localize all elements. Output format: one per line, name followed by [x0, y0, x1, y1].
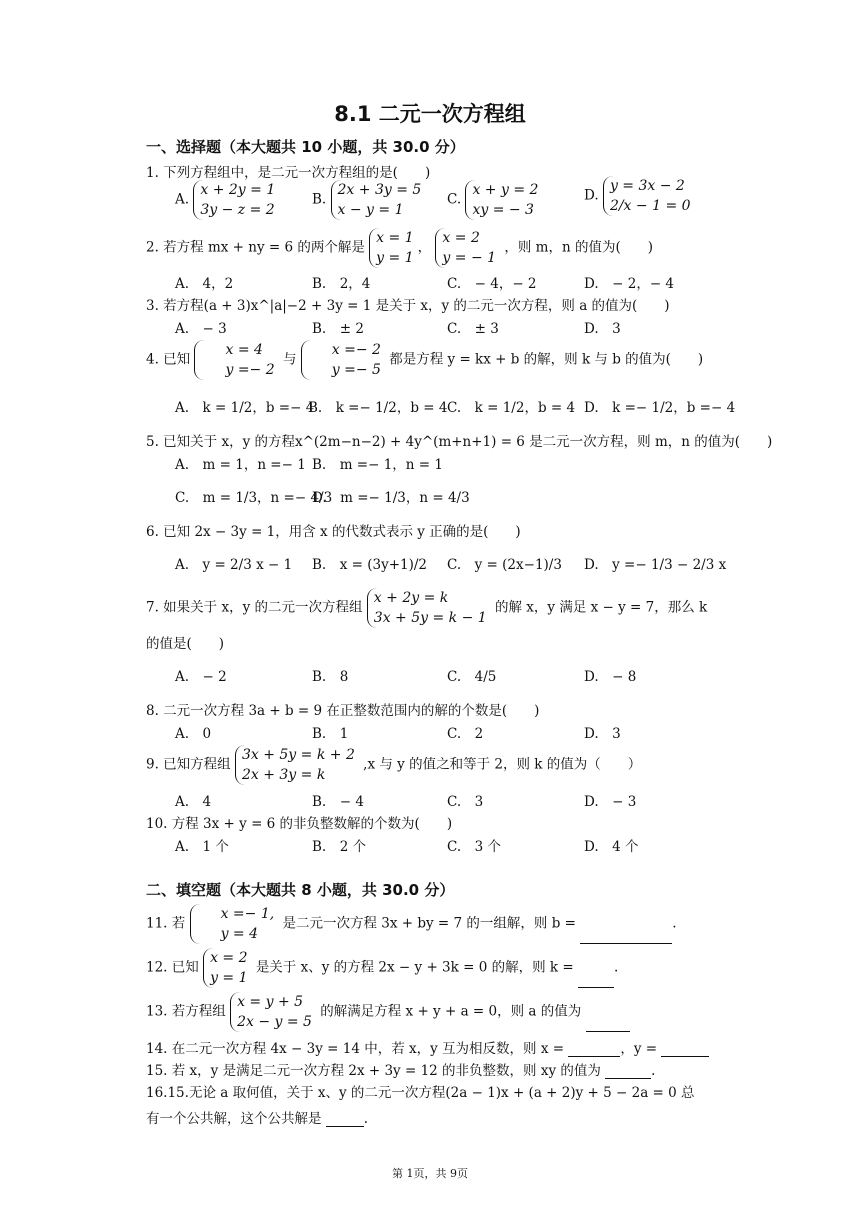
stem-text: 9. 已知方程组: [146, 756, 231, 773]
stem-text: 14. 在二元一次方程 4x − 3y = 14 中，若 x，y 互为相反数，则 x =: [146, 1041, 565, 1057]
equation-system: [603, 176, 695, 216]
stem-tail: ,x 与 y 的值之和等于 2，则 k 的值为（ ）: [363, 756, 642, 773]
equation: 2x − y = 5: [237, 1014, 312, 1030]
equation: 3y − z = 2: [200, 202, 275, 218]
equation-system: [235, 745, 359, 785]
question-2-option-b: B. 2，4: [312, 276, 371, 292]
equation: x = y + 5: [237, 994, 304, 1010]
question-5-option-c: C. m = 1/3，n =− 4/3: [175, 490, 333, 506]
question-12-stem: [146, 948, 618, 988]
equation: x + 2y = k: [373, 590, 449, 606]
question-2-option-a: A. 4，2: [175, 276, 234, 292]
solution-system: [203, 948, 251, 988]
question-10-option-a: A. 1 个: [175, 839, 229, 855]
question-7-option-b: B. 8: [312, 669, 349, 685]
question-5-option-d: D. m =− 1/3，n = 4/3: [312, 490, 470, 506]
answer-blank[interactable]: [580, 943, 672, 944]
stem-mid: ，y =: [620, 1041, 658, 1057]
question-9-option-c: C. 3: [447, 794, 484, 810]
question-4-option-b: B. k =− 1/2，b = 4: [308, 400, 448, 416]
question-3-option-d: D. 3: [584, 321, 621, 337]
question-7-option-d: D. − 8: [584, 669, 637, 685]
question-15-stem: [146, 1059, 655, 1079]
stem-text: 4. 已知: [146, 351, 191, 368]
equation: y =− 2: [225, 362, 275, 378]
solution-system-2: [301, 340, 385, 380]
question-10-stem: 10. 方程 3x + y = 6 的非负整数解的个数为( ): [146, 816, 453, 832]
equation: x + y = 2: [472, 182, 539, 198]
equation: x = 2: [442, 230, 480, 246]
question-4-option-a: A. k = 1/2，b =− 4: [175, 400, 315, 416]
question-9-option-b: B. − 4: [312, 794, 364, 810]
equation: x =− 1,: [220, 906, 275, 922]
stem-mid: 与: [282, 351, 297, 368]
question-1-option-c: [447, 180, 542, 220]
question-1-stem: 1. 下列方程组中，是二元一次方程组的是( ): [146, 165, 431, 181]
question-5-option-a: A. m = 1，n =− 1: [175, 457, 306, 473]
question-7-stem: [146, 588, 707, 628]
equation: x + 2y = 1: [200, 182, 276, 198]
question-7-option-c: C. 4/5: [447, 669, 497, 685]
question-6-stem: 6. 已知 2x − 3y = 1，用含 x 的代数式表示 y 正确的是( ): [146, 524, 521, 540]
equation: x = 2: [210, 950, 248, 966]
question-11-stem: [146, 904, 677, 944]
equation: x = 1: [376, 230, 414, 246]
option-label: A.: [175, 191, 190, 208]
equation-system: [465, 180, 542, 220]
stem-end: .: [613, 959, 619, 976]
solution-system: [190, 904, 279, 944]
equation: y = 1: [210, 970, 248, 986]
question-16-stem: 16.15.无论 a 取何值，关于 x、y 的二元一次方程(2a − 1)x + (a + 2)y + 5 − 2a = 0 总: [146, 1085, 695, 1101]
question-4-stem: [146, 340, 703, 380]
equation-system: [367, 588, 491, 628]
solution-system-1: [194, 340, 278, 380]
question-10-option-c: C. 3 个: [447, 839, 502, 855]
equation: 3x + 5y = k + 2: [241, 747, 355, 763]
stem-text: 7. 如果关于 x，y 的二元一次方程组: [146, 599, 363, 616]
solution-system-2: [435, 228, 500, 268]
question-4-option-d: D. k =− 1/2，b =− 4: [584, 400, 736, 416]
equation: xy = − 3: [472, 202, 534, 218]
question-10-option-b: B. 2 个: [312, 839, 367, 855]
page-title: 8.1 二元一次方程组: [334, 102, 526, 126]
section-heading-fill: 二、填空题（本大题共 8 小题，共 30.0 分）: [146, 881, 455, 899]
question-8-stem: 8. 二元一次方程 3a + b = 9 在正整数范围内的解的个数是( ): [146, 703, 540, 719]
stem-tail: 是二元一次方程 3x + by = 7 的一组解，则 b =: [282, 915, 576, 932]
answer-blank[interactable]: [586, 1031, 630, 1032]
question-1-option-a: [175, 180, 279, 220]
stem-tail: 是关于 x、y 的方程 2x − y + 3k = 0 的解，则 k =: [255, 959, 574, 976]
stem-tail: 的解 x，y 满足 x − y = 7，那么 k: [495, 599, 708, 616]
equation-system: [193, 180, 279, 220]
question-3-stem: 3. 若方程(a + 3)x^|a|−2 + 3y = 1 是关于 x，y 的二元一次方程，则 a 的值为( ): [146, 298, 670, 314]
solution-system-1: [369, 228, 417, 268]
stem-text: 15. 若 x，y 是满足二元一次方程 2x + 3y = 12 的非负整数，则 xy 的值为: [146, 1063, 601, 1079]
question-4-option-c: C. k = 1/2，b = 4: [447, 400, 576, 416]
equation-system: [230, 992, 316, 1032]
stem-end: .: [651, 1063, 656, 1079]
section-heading-choice: 一、选择题（本大题共 10 小题，共 30.0 分）: [146, 138, 465, 156]
question-7-option-a: A. − 2: [175, 669, 227, 685]
equation: 2/x − 1 = 0: [609, 198, 691, 214]
stem-end: .: [672, 915, 677, 932]
stem-text: 12. 已知: [146, 959, 199, 976]
question-13-stem: [146, 992, 630, 1032]
question-14-stem: [146, 1037, 709, 1057]
equation: x = 4: [225, 342, 263, 358]
question-6-option-c: C. y = (2x−1)/3: [447, 557, 562, 573]
answer-blank[interactable]: [605, 1078, 651, 1079]
equation: x =− 2: [331, 342, 381, 358]
stem-text: 11. 若: [146, 915, 186, 932]
stem-text: 2. 若方程 mx + ny = 6 的两个解是: [146, 239, 365, 256]
question-7-stem-line2: 的值是( ): [146, 636, 225, 652]
equation: 2x + 3y = k: [241, 767, 326, 783]
page-footer: 第 1页，共 9页: [392, 1167, 468, 1180]
equation: y = 3x − 2: [609, 178, 685, 194]
question-9-option-d: D. − 3: [584, 794, 637, 810]
question-1-option-b: [312, 180, 425, 220]
question-9-stem: [146, 745, 641, 785]
equation: y = 1: [376, 250, 414, 266]
stem-text: 有一个公共解，这个公共解是: [146, 1111, 322, 1127]
stem-text: 13. 若方程组: [146, 1003, 226, 1020]
question-8-option-c: C. 2: [447, 726, 484, 742]
stem-end: .: [363, 1111, 369, 1127]
answer-blank-x[interactable]: [568, 1056, 620, 1057]
answer-blank-y[interactable]: [661, 1056, 709, 1057]
question-2-option-d: D. − 2，− 4: [584, 276, 675, 292]
equation-system: [331, 180, 426, 220]
answer-blank[interactable]: [578, 987, 614, 988]
question-9-option-a: A. 4: [175, 794, 212, 810]
question-8-option-b: B. 1: [312, 726, 349, 742]
question-16-stem-line2: [146, 1107, 368, 1127]
question-1-option-d: [584, 176, 695, 216]
question-6-option-d: D. y =− 1/3 − 2/3 x: [584, 557, 727, 573]
equation: y = 4: [220, 926, 259, 942]
stem-tail: 的解满足方程 x + y + a = 0，则 a 的值为: [320, 1003, 582, 1020]
question-2-option-c: C. − 4，− 2: [447, 276, 537, 292]
equation: y =− 5: [331, 362, 381, 378]
equation: y = − 1: [442, 250, 497, 266]
equation: 2x + 3y = 5: [337, 182, 422, 198]
option-label: B.: [312, 191, 327, 208]
question-10-option-d: D. 4 个: [584, 839, 639, 855]
question-2-stem: 2. 若方程 mx + ny = 6 的两个解是 x = 1 y = 1 ， x = 2 y = − 1 ，则 m，n 的值为( ): [146, 230, 653, 266]
stem-tail: ，则 m，n 的值为( ): [504, 239, 653, 256]
question-3-option-b: B. ± 2: [312, 321, 364, 337]
answer-blank[interactable]: [326, 1126, 364, 1127]
option-label: D.: [584, 187, 599, 204]
stem-tail: 都是方程 y = kx + b 的解，则 k 与 b 的值为( ): [389, 351, 704, 368]
question-3-option-a: A. − 3: [175, 321, 227, 337]
question-6-option-b: B. x = (3y+1)/2: [312, 557, 428, 573]
question-5-option-b: B. m =− 1，n = 1: [312, 457, 443, 473]
equation: x − y = 1: [337, 202, 404, 218]
question-3-option-c: C. ± 3: [447, 321, 499, 337]
question-6-option-a: A. y = 2/3 x − 1: [175, 557, 293, 573]
question-8-option-d: D. 3: [584, 726, 621, 742]
question-8-option-a: A. 0: [175, 726, 212, 742]
question-5-stem: 5. 已知关于 x，y 的方程x^(2m−n−2) + 4y^(m+n+1) = 6 是二元一次方程，则 m，n 的值为( ): [146, 434, 773, 450]
equation: 3x + 5y = k − 1: [373, 610, 487, 626]
option-label: C.: [447, 191, 462, 208]
